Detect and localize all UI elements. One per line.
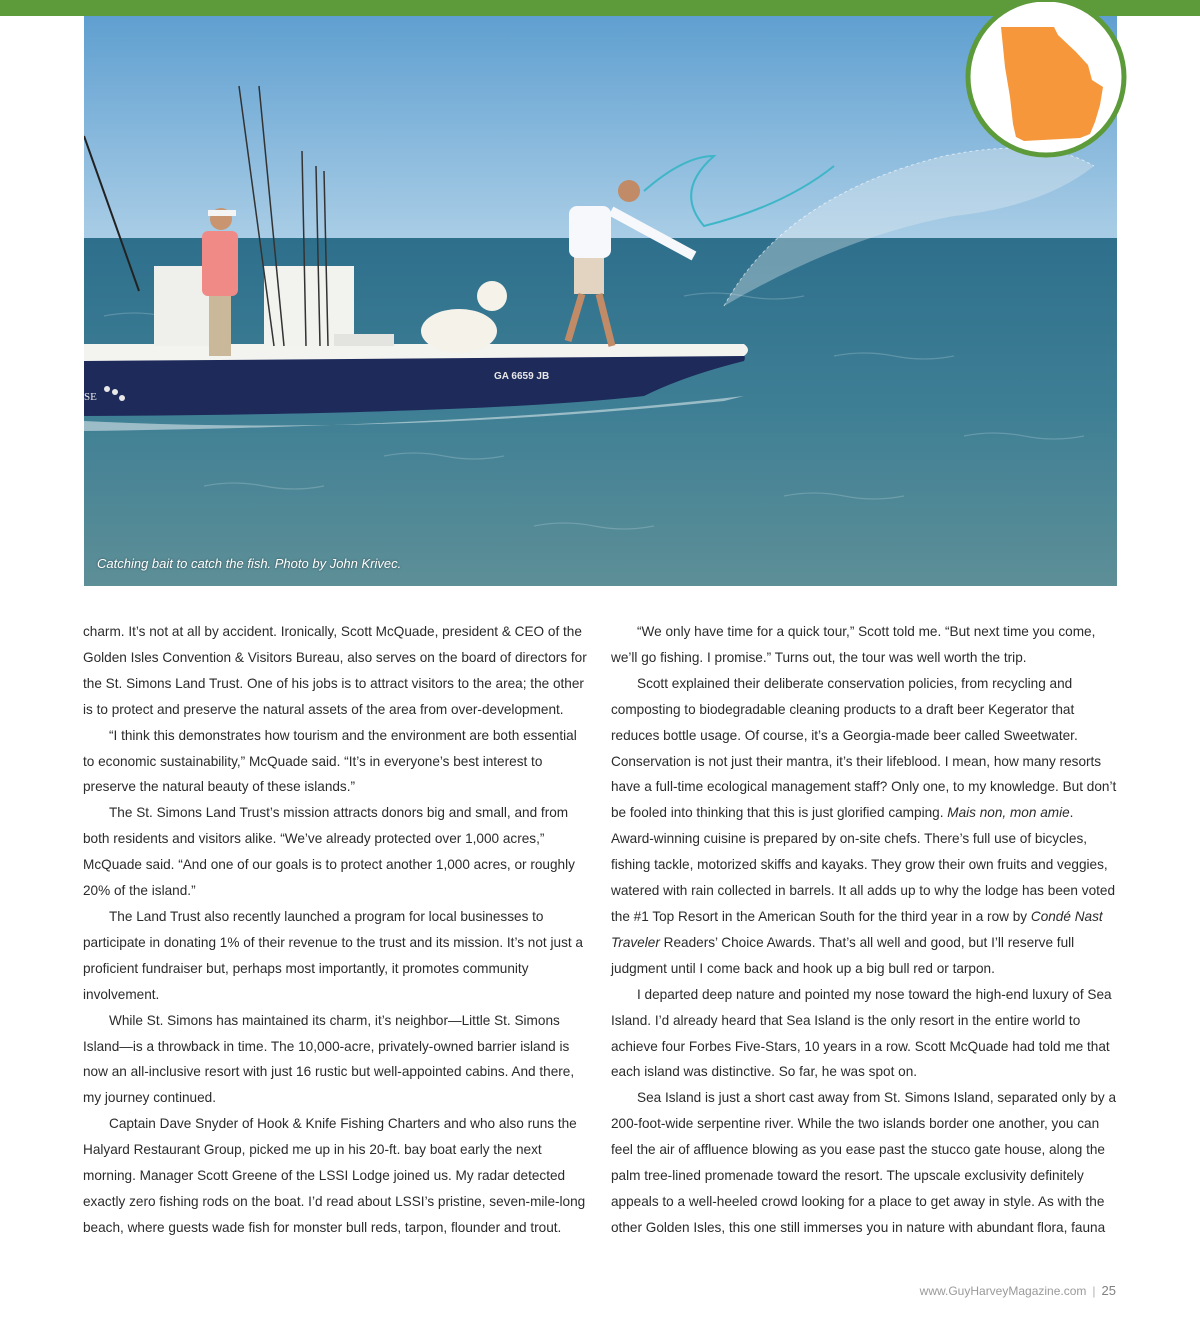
paragraph: charm. It’s not at all by accident. Ironically, Scott McQuade, president & CEO of the Golden Isles Convention & Visitors Bureau, also serves on the board of directors for the St. Simons Land Trust. One of his jobs is to attract visitors to the area; the other is to protect and preserve the natural assets of the area from over-development. <box>83 624 587 717</box>
publication-name: Condé Nast Traveler <box>611 908 1103 950</box>
paragraph: While St. Simons has maintained its charm, it’s neighbor—Little St. Simons Island—is a throwback in time. The 10,000-acre, privately-owned barrier island is now an all-inclusive resort with just 16 rustic but well-appointed cabins. And there, my journey continued. <box>83 1012 575 1106</box>
footer-url[interactable]: www.GuyHarveyMagazine.com <box>919 1284 1087 1298</box>
italic-phrase: Mais non, mon amie <box>947 805 1070 821</box>
paragraph: Captain Dave Snyder of Hook & Knife Fishing Charters and who also runs the Halyard Restaurant Group, picked me up in his 20-ft. bay boat early the next morning. Manager Scott Greene of the LSSI Lodge joined us. My radar detected exactly zero fishing rods on the boat. I’d read about LSSI’s pristine, seven-mile-long beach, where guests wade fish for monster bull reds, tarpon, flounder and trout. <box>83 1116 586 1235</box>
paragraph-text: Readers’ Choice Awards. That’s all well and good, but I’ll reserve full judgment until I come back and hook up a big bull red or tarpon. <box>611 934 1075 976</box>
paragraph: “I think this demonstrates how tourism and the environment are both essential to economic sustainability,” McQuade said. “It’s in everyone’s best interest to preserve the natural beauty of these islands.” <box>83 727 577 795</box>
paragraph: “We only have time for a quick tour,” Scott told me. “But next time you come, we’ll go fishing. I promise.” Turns out, the tour was well worth the trip. <box>611 624 1096 665</box>
photo-caption: Catching bait to catch the fish. Photo by John Krivec. <box>97 556 402 571</box>
article-right-column <box>611 619 1117 1241</box>
georgia-state-map-icon <box>958 2 1128 162</box>
footer-separator: | <box>1092 1284 1096 1298</box>
paragraph-text: . Award-winning cuisine is prepared by on-site chefs. There’s full use of bicycles, fishing tackle, motorized skiffs and kayaks. They grow their own fruits and veggies, watered with rain collected in barrels. It all adds up to why the lodge has been voted the #1 Top Resort in the American South for the third year in a row by <box>611 805 1116 924</box>
article-left-column <box>83 619 590 1241</box>
paragraph: I departed deep nature and pointed my nose toward the high-end luxury of Sea Island. I’d already heard that Sea Island is the only resort in the entire world to achieve four Forbes Five-Stars, 10 years in a row. Scott McQuade had told me that each island was distinctive. So far, he was spot on. <box>611 986 1112 1080</box>
hull-lettering: SE <box>84 391 97 403</box>
page-number: 25 <box>1101 1283 1116 1298</box>
paragraph: The Land Trust also recently launched a program for local businesses to participate in donating 1% of their revenue to the trust and its mission. It’s not just a proficient fundraiser but, perhaps most importantly, it promotes community involvement. <box>83 908 583 1002</box>
page-footer <box>920 1283 1116 1298</box>
boat-registration: GA 6659 JB <box>494 371 550 382</box>
paragraph <box>611 671 1117 982</box>
paragraph-text: Scott explained their deliberate conservation policies, from recycling and composting to biodegradable cleaning products to a draft beer Kegerator that reduces bottle usage. Of course, it’s a Georgia-made beer called Sweetwater. Conservation is not just their mantra, it’s their lifeblood. I mean, how many resorts have a full-time ecological management staff? Only one, to my knowledge. But don’t be fooled into thinking that this is just glorified camping. <box>611 675 1117 821</box>
paragraph: Sea Island is just a short cast away from St. Simons Island, separated only by a 200-foot-wide serpentine river. While the two islands border one another, you can feel the air of affluence blowing as you ease past the stucco gate house, along the palm tree-lined promenade toward the resort. The upscale exclusivity definitely appeals to a well-heeled crowd looking for a place to get away in style. As with the other Golden Isles, this one still immerses you in nature with abundant flora, fauna <box>611 1090 1117 1235</box>
paragraph: The St. Simons Land Trust’s mission attracts donors big and small, and from both residents and visitors alike. “We’ve already protected over 1,000 acres,” McQuade said. “And one of our goals is to protect another 1,000 acres, or roughly 20% of the island.” <box>83 805 575 899</box>
